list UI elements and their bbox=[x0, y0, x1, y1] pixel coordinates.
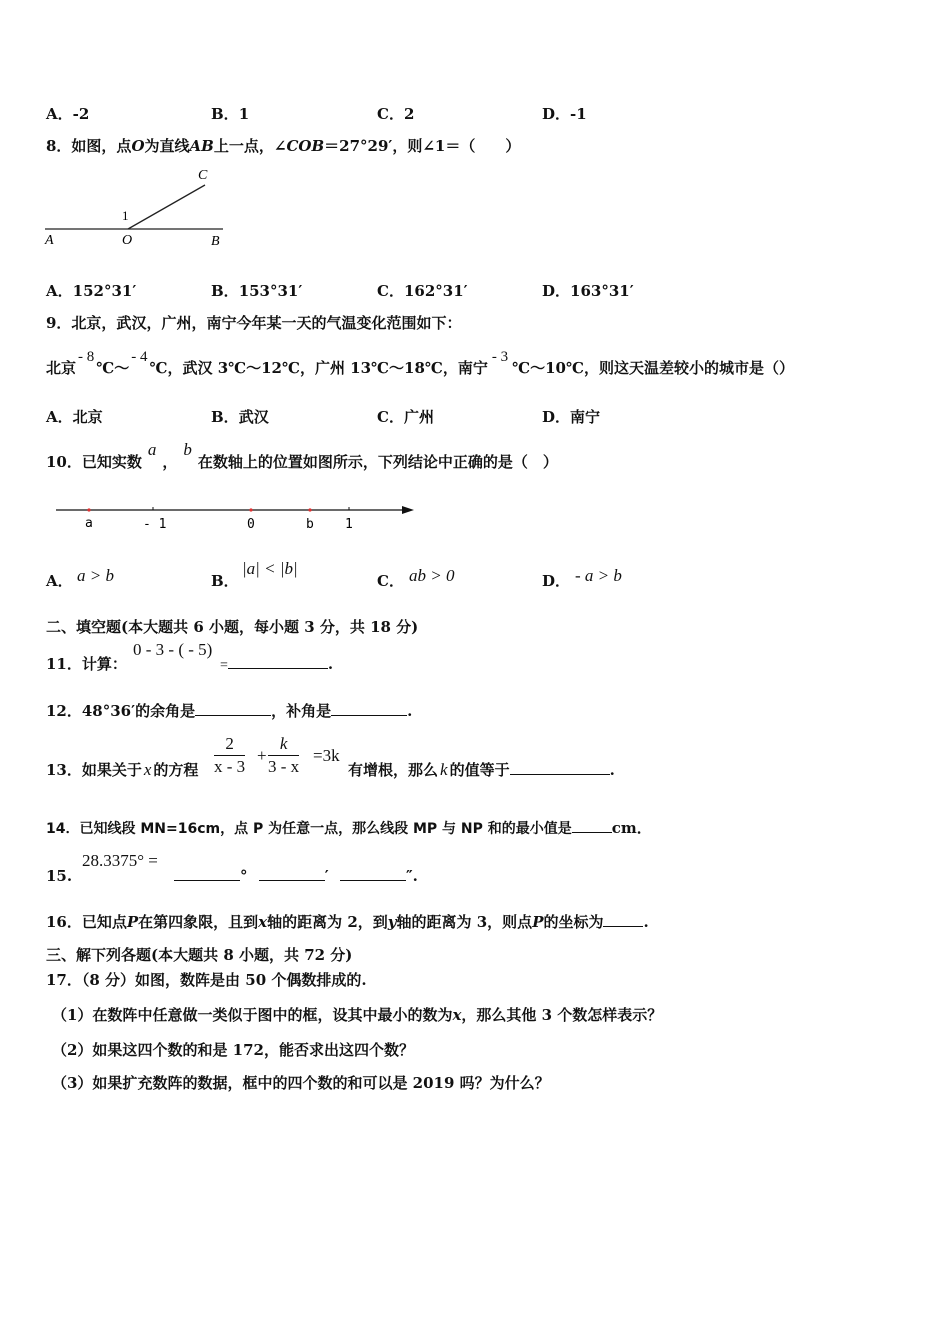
q15-expression: 28.3375° = bbox=[82, 851, 158, 870]
label-c: C bbox=[198, 168, 208, 183]
label-a: A bbox=[45, 233, 54, 248]
q13-prefix: 13．如果关于 x 的方程 bbox=[46, 760, 199, 779]
q7-option-b: B．1 bbox=[211, 105, 250, 123]
q10-option-a: A． bbox=[46, 572, 73, 590]
point-b bbox=[308, 508, 311, 511]
q10-option-c: C． bbox=[377, 572, 404, 590]
q8-angle-figure bbox=[40, 160, 240, 252]
label-angle-1: 1 bbox=[122, 208, 129, 223]
q11-expression: 0 - 3 - ( - 5) bbox=[133, 640, 213, 659]
label-o: O bbox=[122, 233, 133, 248]
label-a: a bbox=[85, 516, 93, 531]
q9-option-d: D．南宁 bbox=[542, 408, 601, 426]
q9-stem-line2: 北京- 8℃～- 4℃，武汉 3℃～12℃，广州 13℃～18℃，南宁- 3℃～10℃，则这天温差较小的城市是（） bbox=[46, 349, 794, 377]
label-1: 1 bbox=[345, 517, 353, 532]
q16: 16．已知点P在第四象限，且到x轴的距离为 2，到y轴的距离为 3，则点P的坐标为 . bbox=[46, 913, 649, 931]
q11-label: 11．计算： bbox=[46, 655, 127, 673]
q10-option-d-expr: - a > b bbox=[575, 566, 622, 585]
q17-part-2: （2）如果这四个数的和是 172，能否求出这四个数？ bbox=[52, 1041, 414, 1059]
q10-number-line bbox=[52, 498, 422, 538]
q17-part-3: （3）如果扩充数阵的数据，框中的四个数的和可以是 2019 吗？为什么？ bbox=[52, 1074, 550, 1092]
q10-option-b: B． bbox=[211, 572, 239, 590]
label-minus-1: - 1 bbox=[143, 517, 167, 532]
q7-option-d: D．-1 bbox=[542, 105, 587, 123]
q8-option-c: C．162°31′ bbox=[377, 282, 468, 300]
q7-option-c: C．2 bbox=[377, 105, 415, 123]
q8-option-b: B．153°31′ bbox=[211, 282, 303, 300]
q10-option-b-expr: |a| < |b| bbox=[242, 559, 298, 578]
label-b: B bbox=[211, 234, 220, 249]
q9-option-a: A．北京 bbox=[46, 408, 103, 426]
q13-plus: + bbox=[257, 746, 267, 765]
q7-option-a: A．-2 bbox=[46, 105, 90, 123]
q14: 14．已知线段 MN=16cm，点 P 为任意一点，那么线段 MP 与 NP 和的最小值是 cm． bbox=[46, 819, 652, 837]
q8-stem: 8．如图，点O为直线AB上一点，∠COB＝27°29′，则∠1＝（ ） bbox=[46, 137, 521, 155]
q17-title: 17．（8 分）如图，数阵是由 50 个偶数排成的. bbox=[46, 971, 367, 989]
q9-option-b: B．武汉 bbox=[211, 408, 269, 426]
q17-part-1: （1）在数阵中任意做一类似于图中的框，设其中最小的数为x，那么其他 3 个数怎样表示？ bbox=[52, 1006, 663, 1024]
q10-stem: 10．已知实数a，b在数轴上的位置如图所示，下列结论中正确的是（ ） bbox=[46, 440, 558, 471]
q13-fraction-2: $\frac{k}{3 - x}$ bbox=[268, 734, 300, 776]
section-3-title: 三、解下列各题(本大题共 8 小题，共 72 分) bbox=[46, 946, 353, 964]
q15-answer: ° ′ ″. bbox=[174, 866, 418, 886]
q15-label: 15. bbox=[46, 867, 73, 885]
q12: 12．48°36′的余角是 ，补角是 . bbox=[46, 702, 413, 720]
q8-option-d: D．163°31′ bbox=[542, 282, 634, 300]
point-0 bbox=[249, 508, 252, 511]
q13-fraction-1: $\frac{2}{x - 3}$ bbox=[214, 734, 246, 776]
axis-arrow bbox=[402, 506, 414, 514]
q11-answer: = . bbox=[220, 655, 334, 673]
q9-stem-line1: 9．北京，武汉，广州，南宁今年某一天的气温变化范围如下： bbox=[46, 314, 462, 332]
label-0: 0 bbox=[247, 517, 255, 532]
q10-option-c-expr: ab > 0 bbox=[409, 566, 455, 585]
section-2-title: 二、填空题(本大题共 6 小题，每小题 3 分，共 18 分) bbox=[46, 618, 419, 636]
q10-option-d: D． bbox=[542, 572, 571, 590]
q13-suffix: 有增根，那么 k 的值等于 . bbox=[348, 760, 615, 779]
label-b: b bbox=[306, 517, 314, 532]
q10-option-a-expr: a > b bbox=[77, 566, 114, 585]
q13-rhs: =3k bbox=[313, 746, 340, 765]
q9-option-c: C．广州 bbox=[377, 408, 434, 426]
ray-oc bbox=[128, 185, 205, 229]
q8-option-a: A．152°31′ bbox=[46, 282, 137, 300]
point-a bbox=[87, 508, 90, 511]
